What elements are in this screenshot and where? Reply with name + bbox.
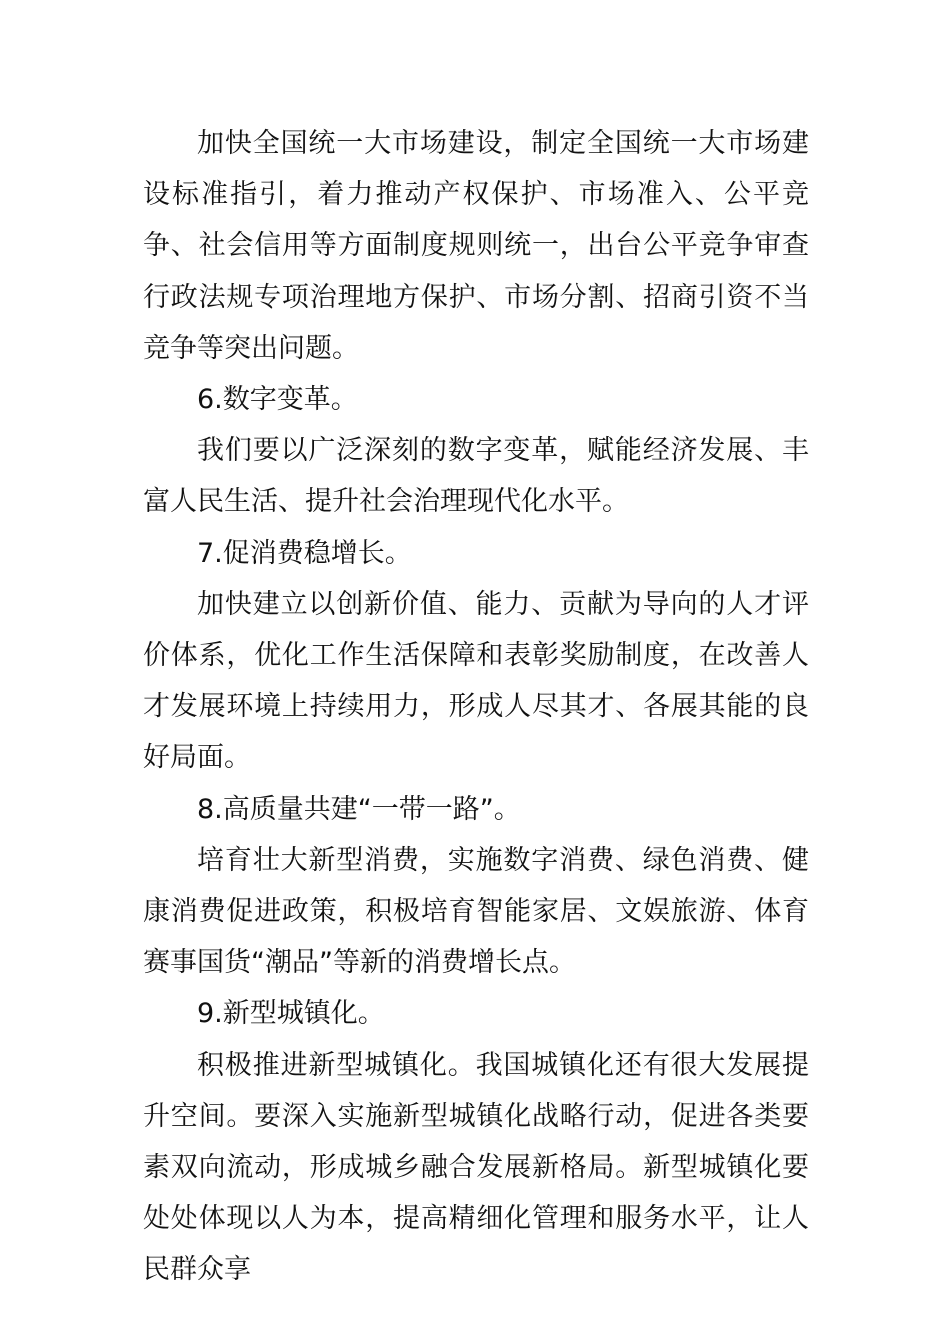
heading-digital-transformation: 6.数字变革。 bbox=[197, 384, 358, 416]
heading-consumption-growth: 7.促消费稳增长。 bbox=[197, 537, 412, 569]
document-body bbox=[143, 118, 809, 1296]
heading-belt-and-road: 8.高质量共建“一带一路”。 bbox=[197, 793, 521, 825]
paragraph-new-consumption: 培育壮大新型消费，实施数字消费、绿色消费、健康消费促进政策，积极培育智能家居、文娱旅游、体育赛事国货“潮品”等新的消费增长点。 bbox=[143, 844, 809, 979]
heading-urbanization: 9.新型城镇化。 bbox=[197, 998, 385, 1030]
paragraph-talent-evaluation: 加快建立以创新价值、能力、贡献为导向的人才评价体系，优化工作生活保障和表彰奖励制度，在改善人才发展环境上持续用力，形成人尽其才、各展其能的良好局面。 bbox=[143, 588, 809, 774]
paragraph-urbanization: 积极推进新型城镇化。我国城镇化还有很大发展提升空间。要深入实施新型城镇化战略行动，促进各类要素双向流动，形成城乡融合发展新格局。新型城镇化要处处体现以人为本，提高精细化管理和服务水平，让人民群众享 bbox=[143, 1049, 809, 1286]
paragraph-digital-transformation: 我们要以广泛深刻的数字变革，赋能经济发展、丰富人民生活、提升社会治理现代化水平。 bbox=[143, 435, 809, 518]
paragraph-unified-market: 加快全国统一大市场建设，制定全国统一大市场建设标准指引，着力推动产权保护、市场准入、公平竞争、社会信用等方面制度规则统一，出台公平竞争审查行政法规专项治理地方保护、市场分割、招商引资不当竞争等突出问题。 bbox=[143, 128, 809, 364]
